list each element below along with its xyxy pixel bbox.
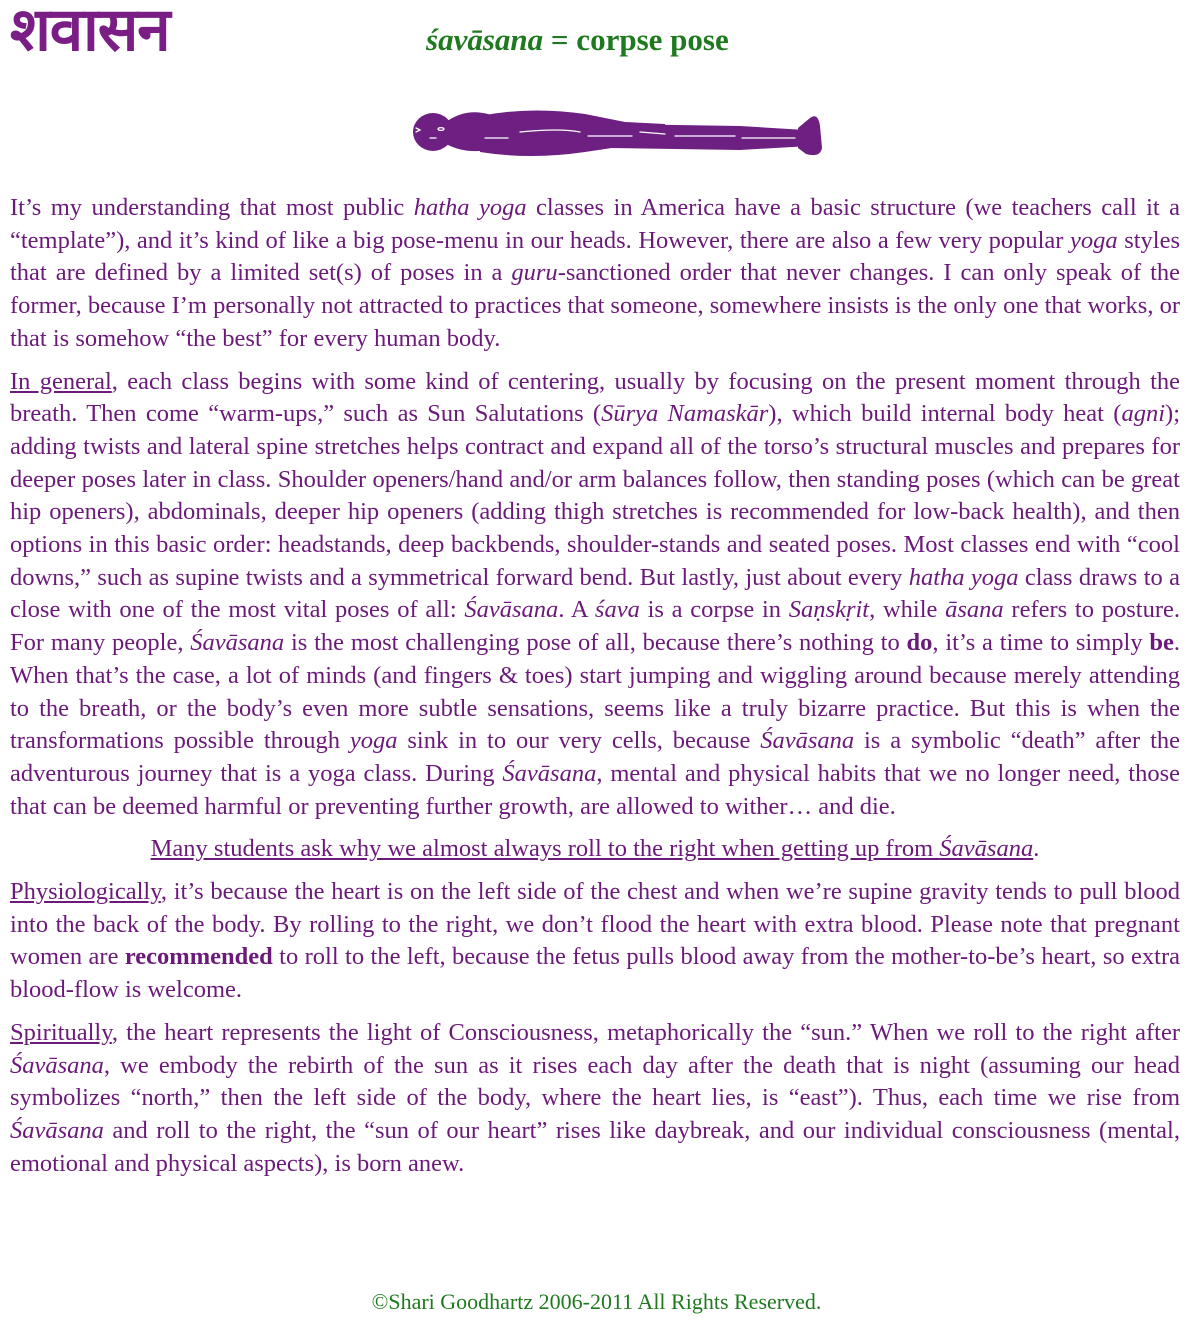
text-run-italic: Saṇskṛit (788, 596, 870, 624)
text-run: , while (869, 596, 946, 624)
text-run-italic: Śavāsana (10, 1051, 104, 1079)
text-run-italic: hatha yoga (413, 194, 527, 221)
text-run-italic: Sūrya Namaskār (601, 400, 769, 428)
question-underlined (151, 835, 1034, 862)
lead-physiologically: Physiologically (10, 878, 161, 906)
text-run-italic: śava (594, 596, 640, 624)
text-run-italic: āsana (945, 596, 1004, 624)
text-run: , each class begins with some kind of centering, usually by focusing on the present moment through the breath. Then come “warm-ups,” such as Sun Salutations ( (10, 367, 1181, 428)
text-run: is the most challenging pose of all, because there’s nothing to (284, 629, 907, 657)
copyright-footer: ©Shari Goodhartz 2006-2011 All Rights Reserved. (371, 1289, 822, 1314)
title-sanskrit: śavāsana (426, 22, 544, 57)
text-run: is a corpse in (639, 596, 789, 624)
text-run: -sanctioned order that never changes. I can only speak of the former, because I’m personally not attracted to practices that someone, somewhere insists is the only one that works, or that is somehow “the best” for every human body. (10, 259, 1180, 352)
text-run-bold: recommended (124, 943, 273, 971)
text-run-italic: Śavāsana (464, 596, 559, 624)
text-run: , we embody the rebirth of the sun as it rises each day after the death that is night (assuming our head symbolizes “north,” then the left side of the body, where the heart lies, is “east”). Thus, each time we rise from (10, 1051, 1180, 1112)
paragraph-intro (10, 192, 1180, 356)
text-run: , it’s a time to simply (932, 629, 1150, 657)
text-run-italic: hatha yoga (908, 563, 1019, 591)
text-run-italic: Śavāsana (502, 759, 597, 787)
paragraph-spiritually (10, 1017, 1180, 1181)
text-run: to roll to the left, because the fetus pulls blood away from the mother-to-be’s heart, so extra blood-flow is welcome. (10, 943, 1180, 1004)
text-run: sink in to our very cells, because (397, 727, 761, 755)
text-run: , the heart represents the light of Consciousness, metaphorically the “sun.” When we roll to the right after (111, 1018, 1180, 1046)
lead-in-general: In general (10, 367, 112, 395)
text-run-bold: be (1149, 629, 1174, 657)
text-run: styles that are defined by a limited set(s) of poses in a (10, 226, 1180, 287)
text-run: is a symbolic “death” after the adventurous journey that is a yoga class. During (10, 727, 1181, 787)
text-run: , it’s because the heart is on the left side of the chest and when we’re supine gravity tends to pull blood into the back of the body. By rolling to the right, we don’t flood the heart with extra blood. Please note that pregnant women are (10, 878, 1180, 971)
text-run-italic: Śavāsana (190, 629, 285, 657)
text-run: . (1033, 835, 1040, 863)
text-run-italic: Śavāsana (10, 1116, 104, 1144)
text-run: ), which build internal body heat ( (768, 400, 1122, 428)
devanagari-title: शवासन (10, 0, 170, 65)
text-run: and roll to the right, the “sun of our heart” rises like daybreak, and our individual consciousness (mental, emotional and physical aspects), is born anew. (10, 1116, 1180, 1177)
text-run: . A (558, 596, 595, 624)
text-run-bold: do (906, 629, 933, 657)
paragraph-physiologically (10, 876, 1180, 1007)
title-translation: = corpse pose (543, 22, 729, 57)
text-run: Many students ask why we almost always roll to the right when getting up from (150, 835, 940, 863)
text-run: refers to posture. For many people, (10, 596, 1180, 657)
text-run-italic: yoga (349, 727, 398, 755)
text-run: . When that’s the case, a lot of minds (and fingers & toes) start jumping and wiggling around because merely attending to the breath, or the body’s even more subtle sensations, seems like a truly bizarre practice. But this is when the transformations possible through (10, 629, 1181, 755)
text-run: ); adding twists and lateral spine stretches helps contract and expand all of the torso’s structural muscles and prepares for deeper poses later in class. Shoulder openers/hand and/or arm balances follow, then standing poses (which can be great hip openers), abdominals, deeper hip openers (adding thigh stretches is recommended for low-back health), and then options in this basic order: headstands, deep backbends, shoulder-stands and seated poses. Most classes end with “cool downs,” such as supine twists and a symmetrical forward bend. But lastly, just about every (10, 400, 1180, 591)
lead-spiritually: Spiritually (10, 1018, 112, 1046)
text-run-italic: Śavāsana (760, 727, 855, 755)
text-run: It’s my understanding that most public (10, 194, 414, 221)
paragraph-question (10, 833, 1180, 866)
text-run: classes in America have a basic structure (we teachers call it a “template”), and it’s kind of like a big pose-menu in our heads. However, there are also a few very popular (10, 194, 1181, 254)
text-run-italic: Śavāsana (939, 835, 1034, 863)
paragraph-in-general (10, 366, 1180, 824)
text-run: , mental and physical habits that we no longer need, those that can be deemed harmful or preventing further growth, are allowed to wither… and die. (10, 759, 1180, 820)
corpse-pose-figure-icon (410, 102, 826, 164)
article-body (10, 192, 1180, 1190)
text-run: class draws to a close with one of the most vital poses of all: (10, 563, 1180, 624)
page-title (426, 22, 729, 58)
text-run-italic: yoga (1070, 226, 1118, 254)
text-run-italic: agni (1121, 400, 1166, 428)
text-run-italic: guru (511, 259, 558, 287)
